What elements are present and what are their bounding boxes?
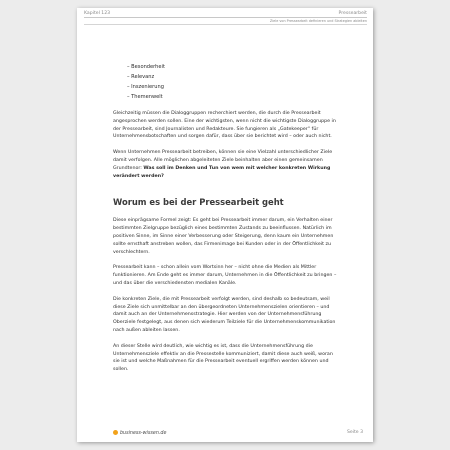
page-body bbox=[113, 62, 337, 374]
page-number: Seite 3 bbox=[346, 430, 363, 435]
logo-dot-icon bbox=[113, 430, 118, 435]
paragraph-ziele: Wenn Unternehmen Pressearbeit betreiben, können sie eine Vielzahl unterschiedlicher Ziele damit verfolgen. Alle möglichen abgeleiteten Ziele beinhalten aber einen gemeinsamen Grundtenor: Was soll im Denken und Tun von wem mit welcher konkreten Wirkung verändert werden? bbox=[113, 150, 333, 179]
list-item: – Relevanz bbox=[127, 74, 155, 80]
document-page bbox=[77, 8, 373, 442]
bullet-list bbox=[113, 62, 337, 102]
list-item: – Besonderheit bbox=[127, 64, 165, 70]
section-title: Pressearbeit bbox=[338, 11, 367, 16]
chapter-label: Kapitel 123 bbox=[84, 11, 111, 16]
paragraph-dialoggruppen: Gleichzeitig müssen die Dialoggruppen recherchiert werden, die durch die Pressearbeit angesprochen werden sollen. Eine der wichtigsten, wenn nicht die wichtigste Dialoggruppe in der Pressearbeit, sind Journalisten und Redakteure. Sie fungieren als „Gatekeeper“ für Unternehmensbotschaften und sorgen dafür, dass über sie berichtet wird – oder auch nicht. bbox=[113, 111, 336, 140]
list-item: – Themenwelt bbox=[127, 94, 163, 100]
list-item: – Inszenierung bbox=[127, 84, 164, 90]
section-heading: Worum es bei der Pressearbeit geht bbox=[113, 197, 284, 208]
header-divider bbox=[84, 17, 367, 18]
paragraph-medien: Pressearbeit kann – schon allein vom Wortsinn her – nicht ohne die Medien als Mittler funktionieren. Am Ende geht es immer darum, Unternehmen in die Öffentlichkeit zu bringen – und das über die verschiedensten medialen Kanäle. bbox=[113, 265, 337, 286]
paragraph-konkrete-ziele: Die konkreten Ziele, die mit Pressearbeit verfolgt werden, sind deshalb so bedeutsam, weil diese Ziele sich unmittelbar an den übergeordneten Unternehmenszielen orientieren – und damit auch an der Unternehmensstrategie. Hier werden von der Unternehmensführung Oberziele festgelegt, aus denen sich wiederum Teilziele für die Unternehmenskommunikation nach außen ableiten lassen. bbox=[113, 296, 336, 333]
key-question: Was soll im Denken und Tun von wem mit welcher konkreten Wirkung verändert werden? bbox=[113, 165, 331, 179]
section-subtitle: Ziele von Pressearbeit definieren und Strategien ableiten bbox=[269, 19, 367, 23]
publisher-logo: business-wissen.de bbox=[113, 430, 166, 436]
header-divider-lower bbox=[84, 24, 367, 25]
paragraph-formel: Diese einprägsame Formel zeigt: Es geht bei Pressearbeit immer darum, ein Verhalten einer bestimmten Zielgruppe bezüglich eines bestimmten Zustands zu beeinflussen. Natürlich im positiven Sinne, im Sinne einer Verbesserung oder Steigerung, denn kaum ein Unternehmen sollte ernsthaft anstreben wollen, das Firmenimage bei Kunden oder in der Öffentlichkeit zu verschlechtern. bbox=[113, 218, 334, 255]
paragraph-unternehmensfuehrung: An dieser Stelle wird deutlich, wie wichtig es ist, dass die Unternehmensführung die Unternehmensziele effektiv an die Pressestelle kommuniziert, damit diese auch weiß, woran sie ist und welche Maßnahmen für die Pressearbeit eventuell ergriffen werden können und sollen. bbox=[113, 343, 333, 373]
